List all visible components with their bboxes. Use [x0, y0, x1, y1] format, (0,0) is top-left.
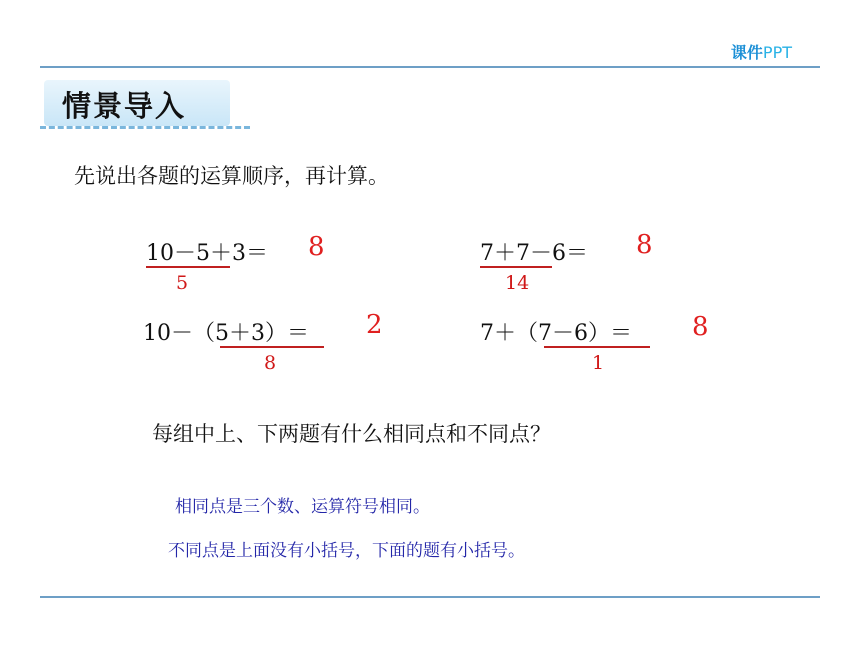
answer-different: 不同点是上面没有小括号，下面的题有小括号。	[168, 541, 525, 561]
question-text: 每组中上、下两题有什么相同点和不同点？	[152, 422, 551, 446]
instruction-text: 先说出各题的运算顺序，再计算。	[74, 164, 389, 188]
problem-4-answer: 8	[692, 312, 709, 342]
problem-1-answer: 8	[308, 232, 325, 262]
problem-3-step: 8	[264, 352, 277, 374]
problem-1-step: 5	[176, 272, 189, 294]
brand-logo	[731, 40, 792, 63]
problem-2-answer: 8	[636, 230, 653, 260]
brand-main: 课件	[730, 43, 763, 62]
top-divider	[40, 66, 820, 68]
problem-2-step: 14	[505, 272, 530, 294]
section-title: 情景导入	[62, 89, 187, 123]
section-dashed-underline	[40, 126, 250, 129]
problem-3-answer: 2	[366, 310, 383, 340]
problem-1-underline	[146, 266, 230, 268]
problem-3-expression: 10－（5＋3）＝	[143, 321, 309, 346]
brand-sub: PPT	[762, 43, 792, 62]
answer-same: 相同点是三个数、运算符号相同。	[175, 497, 430, 517]
problem-4-step: 1	[592, 352, 605, 374]
problem-2-underline	[480, 266, 552, 268]
problem-4-expression: 7＋（7－6）＝	[480, 321, 632, 346]
problem-2-expression: 7＋7－6＝	[480, 241, 588, 266]
bottom-divider	[40, 596, 820, 598]
problem-4-underline	[544, 346, 650, 348]
problem-3-underline	[220, 346, 324, 348]
problem-1-expression: 10－5＋3＝	[146, 241, 268, 266]
